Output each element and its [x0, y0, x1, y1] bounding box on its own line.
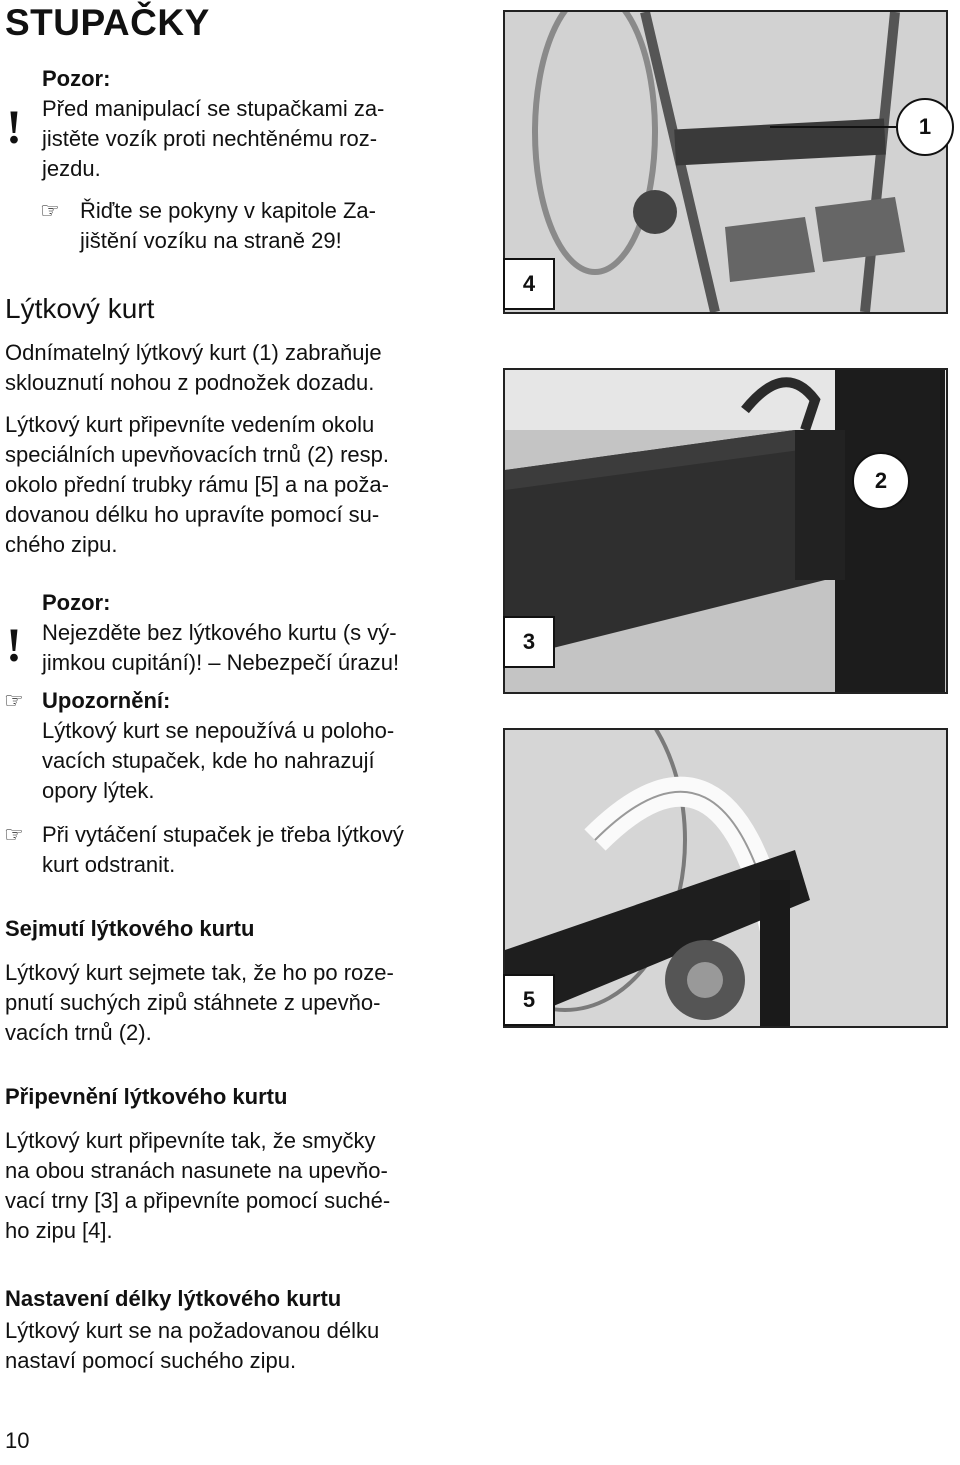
text-line: vací trny [3] a připevníte pomocí suché-	[5, 1188, 391, 1213]
text-line: Lýtkový kurt sejmete tak, že ho po roze-	[5, 960, 394, 985]
text-line: Odnímatelný lýtkový kurt (1) zabraňuje	[5, 340, 382, 365]
text-line: okolo přední trubky rámu [5] a na poža-	[5, 472, 389, 497]
paragraph	[5, 1126, 475, 1246]
text-line: Lýtkový kurt se na požadovanou délku	[5, 1318, 380, 1343]
callout-1: 1	[896, 98, 954, 156]
section-heading: Nastavení délky lýtkového kurtu	[5, 1286, 342, 1311]
paragraph	[5, 338, 475, 398]
note-heading: Upozornění:	[42, 688, 171, 713]
pointing-hand-icon: ☞	[4, 822, 24, 847]
figure-label: 4	[503, 258, 555, 310]
note-line: kurt odstranit.	[42, 852, 176, 877]
warning-line: jimkou cupitání)! – Nebezpečí úrazu!	[42, 650, 400, 675]
text-line: dovanou délku ho upravíte pomocí su-	[5, 502, 380, 527]
figure-3-photo	[503, 368, 948, 694]
pointing-hand-icon: ☞	[40, 198, 60, 223]
warning-line: jezdu.	[42, 156, 101, 181]
strap-on-frame-illustration	[505, 730, 946, 1026]
warning-line: jistěte vozík proti nechtěnému roz-	[42, 126, 378, 151]
text-line: ho zipu [4].	[5, 1218, 113, 1243]
reference-line: Řiďte se pokyny v kapitole Za-	[80, 198, 376, 223]
note-line: Při vytáčení stupaček je třeba lýtkový	[42, 822, 404, 847]
paragraph	[5, 958, 475, 1048]
warning-block-1	[42, 64, 462, 184]
text-line: na obou stranách nasunete na upevňo-	[5, 1158, 388, 1183]
pointing-hand-icon: ☞	[4, 688, 24, 713]
text-line: Lýtkový kurt připevníte vedením okolu	[5, 412, 375, 437]
note-line: Lýtkový kurt se nepoužívá u poloho-	[42, 718, 395, 743]
figure-5-photo	[503, 728, 948, 1028]
warning-heading: Pozor:	[42, 66, 111, 91]
warning-block-2	[42, 588, 462, 678]
section-heading: Lýtkový kurt	[5, 293, 155, 324]
note-block	[42, 686, 472, 806]
text-line: sklouznutí nohou z podnožek dozadu.	[5, 370, 375, 395]
wheelchair-footrest-illustration	[505, 12, 946, 312]
page-number: 10	[5, 1428, 30, 1453]
text-line: Lýtkový kurt připevníte tak, že smyčky	[5, 1128, 376, 1153]
callout-2: 2	[852, 452, 910, 510]
figure-label: 3	[503, 616, 555, 668]
note-block	[42, 820, 482, 880]
reference-text	[80, 196, 480, 256]
figure-label: 5	[503, 974, 555, 1026]
section-heading: Sejmutí lýtkového kurtu	[5, 916, 255, 941]
text-line: speciálních upevňovacích trnů (2) resp.	[5, 442, 389, 467]
note-line: opory lýtek.	[42, 778, 155, 803]
warning-icon: !	[6, 619, 22, 672]
section-heading: Připevnění lýtkového kurtu	[5, 1084, 288, 1109]
warning-line: Nejezděte bez lýtkového kurtu (s vý-	[42, 620, 397, 645]
paragraph	[5, 1316, 475, 1376]
strap-on-pin-illustration	[505, 370, 946, 692]
text-line: nastaví pomocí suchého zipu.	[5, 1348, 297, 1373]
text-line: vacích trnů (2).	[5, 1020, 152, 1045]
page-title: STUPAČKY	[5, 2, 210, 43]
callout-line	[770, 126, 900, 128]
reference-line: jištění vozíku na straně 29!	[80, 228, 342, 253]
paragraph	[5, 410, 475, 560]
text-line: chého zipu.	[5, 532, 118, 557]
warning-line: Před manipulací se stupačkami za-	[42, 96, 385, 121]
warning-icon: !	[6, 101, 22, 154]
text-line: pnutí suchých zipů stáhnete z upevňo-	[5, 990, 381, 1015]
note-line: vacích stupaček, kde ho nahrazují	[42, 748, 375, 773]
warning-heading: Pozor:	[42, 590, 111, 615]
figure-4-photo	[503, 10, 948, 314]
